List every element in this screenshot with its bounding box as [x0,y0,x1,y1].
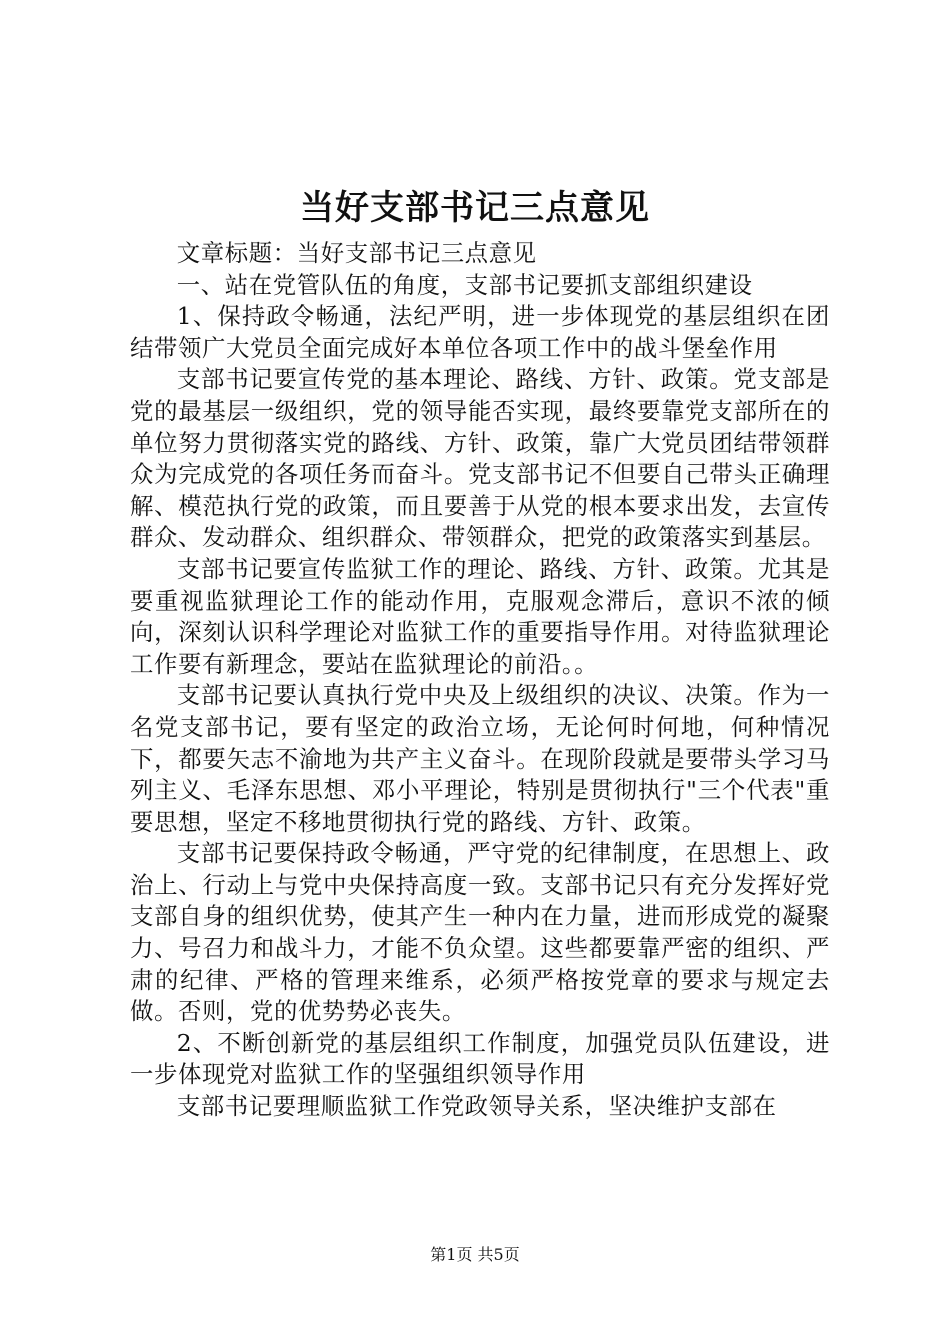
paragraph-subheading-1: 1、保持政令畅通，法纪严明，进一步体现党的基层组织在团结带领广大党员全面完成好本单位各项工作中的战斗堡垒作用 [130,302,830,362]
paragraph-body: 支部书记要宣传党的基本理论、路线、方针、政策。党支部是党的最基层一级组织，党的领导能否实现，最终要靠党支部所在的单位努力贯彻落实党的路线、方针、政策，靠广大党员团结带领群众为完成党的各项任务而奋斗。党支部书记不但要自己带头正确理解、模范执行党的政策，而且要善于从党的根本要求出发，去宣传群众、发动群众、组织群众、带领群众，把党的政策落实到基层。 [130,365,830,552]
paragraph-body: 支部书记要认真执行党中央及上级组织的决议、决策。作为一名党支部书记，要有坚定的政治立场，无论何时何地，何种情况下，都要矢志不渝地为共产主义奋斗。在现阶段就是要带头学习马列主义、毛泽东思想、邓小平理论，特别是贯彻执行"三个代表"重要思想，坚定不移地贯彻执行党的路线、方针、政策。 [130,681,830,836]
paragraph-body: 支部书记要宣传监狱工作的理论、路线、方针、政策。尤其是要重视监狱理论工作的能动作用，克服观念滞后，意识不浓的倾向，深刻认识科学理论对监狱工作的重要指导作用。对待监狱理论工作要有新理念，要站在监狱理论的前沿。。 [130,554,830,678]
document-title: 当好支部书记三点意见 [300,188,650,228]
paragraph-section-heading-1: 一、站在党管队伍的角度，支部书记要抓支部组织建设 [176,270,753,299]
document-body [130,238,830,1123]
paragraph-body: 支部书记要理顺监狱工作党政领导关系，坚决维护支部在 [176,1092,777,1121]
paragraph-article-title: 文章标题：当好支部书记三点意见 [176,239,537,267]
paragraph-subheading-2: 2、不断创新党的基层组织工作制度，加强党员队伍建设，进一步体现党对监狱工作的坚强组织领导作用 [130,1028,830,1089]
paragraph-body: 支部书记要保持政令畅通，严守党的纪律制度，在思想上、政治上、行动上与党中央保持高度一致。支部书记只有充分发挥好党支部自身的组织优势，使其产生一种内在力量，进而形成党的凝聚力、号召力和战斗力，才能不负众望。这些都要靠严密的组织、严肃的纪律、严格的管理来维系，必须严格按党章的要求与规定去做。否则，党的优势势必丧失。 [130,839,830,1026]
page-footer: 第1页 共5页 [430,1245,520,1264]
